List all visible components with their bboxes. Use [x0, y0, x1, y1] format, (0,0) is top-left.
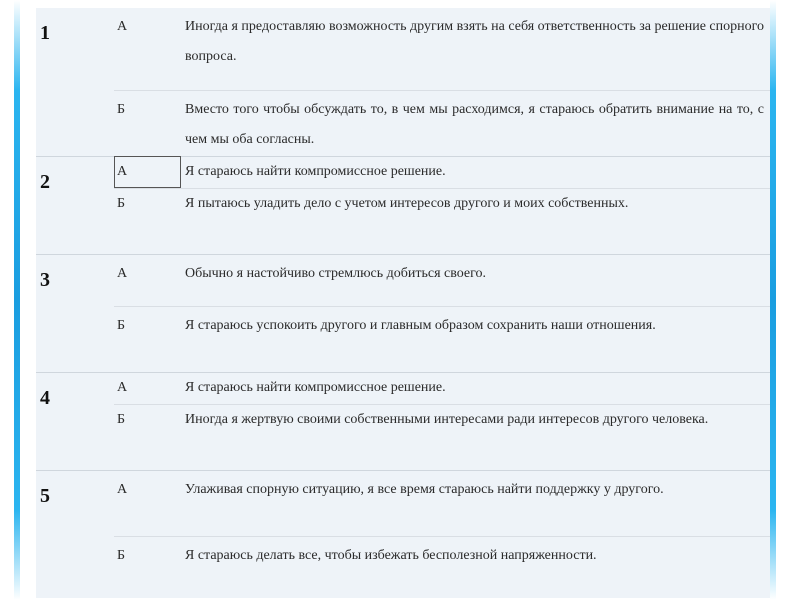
table-row	[36, 306, 770, 372]
option-text: Я стараюсь найти компромиссное решение.	[181, 372, 770, 404]
option-text: Иногда я жертвую своими собственными интересами ради интересов другого человека.	[181, 404, 770, 470]
question-number: 5	[36, 470, 114, 596]
table-row	[36, 372, 770, 404]
table-row	[36, 188, 770, 254]
option-text: Я стараюсь делать все, чтобы избежать бесполезной напряженности.	[181, 536, 770, 596]
table-row	[36, 8, 770, 90]
option-letter: А	[114, 470, 181, 536]
table-row	[36, 404, 770, 470]
option-letter: Б	[114, 188, 181, 254]
option-letter: А	[117, 19, 128, 34]
option-text: Я стараюсь успокоить другого и главным образом сохранить наши отношения.	[181, 306, 770, 372]
option-letter: Б	[114, 404, 181, 470]
questionnaire-table	[36, 8, 770, 596]
option-text: Я пытаюсь уладить дело с учетом интересов другого и моих собственных.	[181, 188, 770, 254]
option-letter: А	[114, 254, 181, 306]
table-row	[36, 470, 770, 536]
left-accent-bar	[14, 0, 20, 600]
option-letter: А	[114, 156, 181, 188]
option-text: Я стараюсь найти компромиссное решение.	[181, 156, 770, 188]
table-row	[36, 156, 770, 188]
table-row	[36, 90, 770, 156]
option-text: Вместо того чтобы обсуждать то, в чем мы расходимся, я стараюсь обратить внимание на то, с чем мы оба согласны.	[181, 90, 770, 156]
question-number: 2	[36, 156, 114, 254]
question-number: 1	[40, 22, 50, 44]
option-text: Улаживая спорную ситуацию, я все время стараюсь найти поддержку у другого.	[181, 470, 770, 536]
table-row	[36, 536, 770, 596]
option-letter: Б	[114, 536, 181, 596]
right-accent-bar	[770, 0, 776, 600]
option-text: Обычно я настойчиво стремлюсь добиться своего.	[181, 254, 770, 306]
option-letter: Б	[114, 90, 181, 156]
option-letter: Б	[114, 306, 181, 372]
table-row	[36, 254, 770, 306]
option-letter: А	[114, 372, 181, 404]
option-text: Иногда я предоставляю возможность другим взять на себя ответственность за решение спорного вопроса.	[185, 19, 764, 64]
question-number: 4	[36, 372, 114, 470]
question-number: 3	[36, 254, 114, 372]
questionnaire-table-container	[36, 8, 770, 598]
